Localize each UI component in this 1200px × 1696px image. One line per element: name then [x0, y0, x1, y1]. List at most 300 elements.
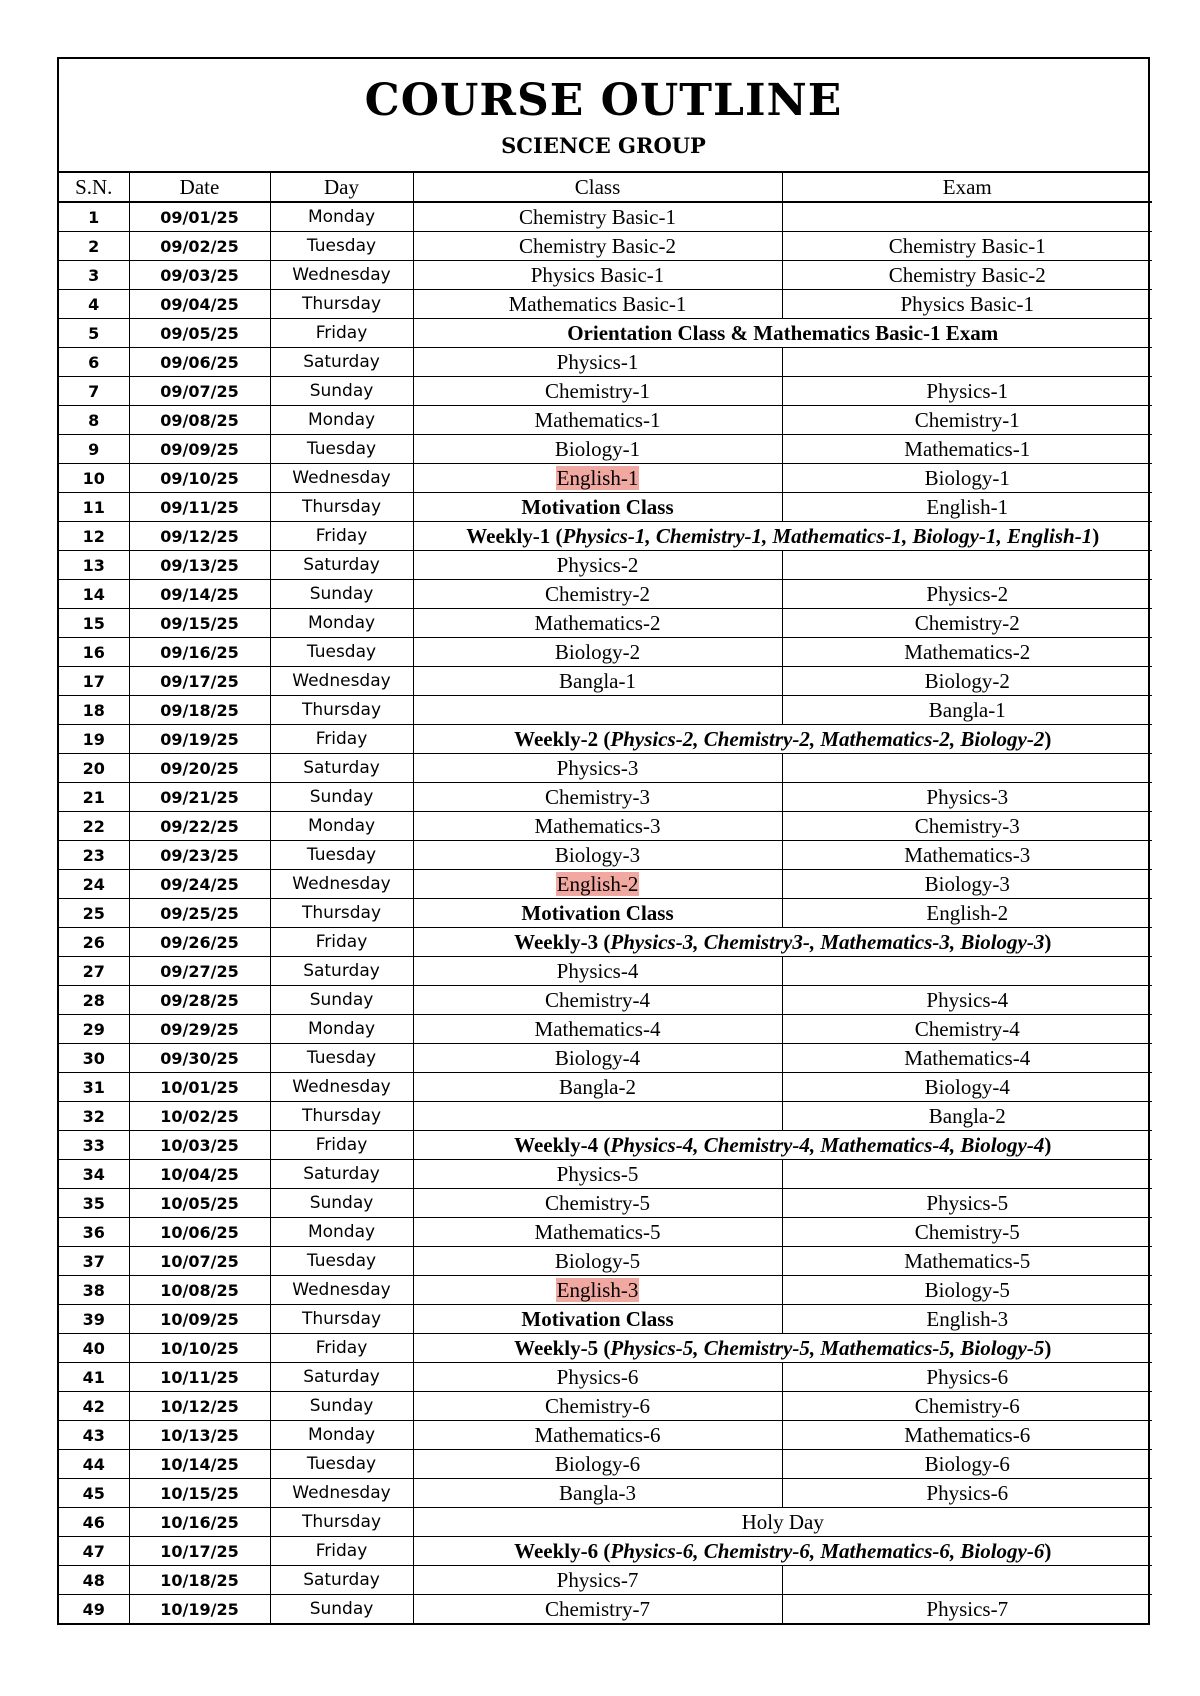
row-exam: English-1 — [782, 493, 1152, 522]
row-day: Monday — [270, 609, 413, 638]
row-day: Sunday — [270, 580, 413, 609]
weekly-label: Weekly-1 ( — [466, 523, 563, 548]
weekly-label: Weekly-2 ( — [514, 726, 611, 751]
row-merged-note: Orientation Class & Mathematics Basic-1 Exam — [413, 319, 1152, 348]
table-row — [59, 1363, 1152, 1392]
row-class: Biology-2 — [413, 638, 782, 667]
table-row — [59, 202, 1152, 232]
table-row — [59, 638, 1152, 667]
row-sn: 38 — [59, 1276, 129, 1305]
column-header-day: Day — [270, 173, 413, 202]
table-row — [59, 957, 1152, 986]
weekly-close: ) — [1044, 929, 1052, 954]
weekly-subjects: Physics-5, Chemistry-5, Mathematics-5, Biology-5 — [610, 1335, 1045, 1360]
row-day: Saturday — [270, 957, 413, 986]
table-row — [59, 232, 1152, 261]
row-date: 09/04/25 — [129, 290, 270, 319]
row-date: 10/02/25 — [129, 1102, 270, 1131]
weekly-label: Weekly-6 ( — [514, 1538, 611, 1563]
row-date: 09/05/25 — [129, 319, 270, 348]
row-sn: 34 — [59, 1160, 129, 1189]
row-exam — [782, 1566, 1152, 1595]
row-sn: 45 — [59, 1479, 129, 1508]
row-class: Chemistry-2 — [413, 580, 782, 609]
table-row — [59, 725, 1152, 754]
row-date: 10/01/25 — [129, 1073, 270, 1102]
row-day: Friday — [270, 522, 413, 551]
row-date: 09/21/25 — [129, 783, 270, 812]
table-row — [59, 1479, 1152, 1508]
table-row — [59, 667, 1152, 696]
table-row — [59, 1421, 1152, 1450]
row-date: 10/06/25 — [129, 1218, 270, 1247]
table-row — [59, 290, 1152, 319]
row-class: Physics-1 — [413, 348, 782, 377]
row-class: Mathematics-6 — [413, 1421, 782, 1450]
row-date: 09/06/25 — [129, 348, 270, 377]
row-date: 09/20/25 — [129, 754, 270, 783]
row-class: Biology-5 — [413, 1247, 782, 1276]
row-date: 09/17/25 — [129, 667, 270, 696]
row-day: Wednesday — [270, 1276, 413, 1305]
row-day: Friday — [270, 928, 413, 957]
row-class: Chemistry-5 — [413, 1189, 782, 1218]
table-row — [59, 1015, 1152, 1044]
schedule-table — [59, 173, 1152, 1623]
row-exam: Chemistry-4 — [782, 1015, 1152, 1044]
row-exam: Chemistry-6 — [782, 1392, 1152, 1421]
row-day: Friday — [270, 1537, 413, 1566]
row-class: Chemistry Basic-1 — [413, 202, 782, 232]
row-day: Saturday — [270, 1363, 413, 1392]
row-date: 10/03/25 — [129, 1131, 270, 1160]
row-exam: English-2 — [782, 899, 1152, 928]
row-sn: 16 — [59, 638, 129, 667]
row-exam: Bangla-2 — [782, 1102, 1152, 1131]
column-header-date: Date — [129, 173, 270, 202]
row-sn: 42 — [59, 1392, 129, 1421]
row-sn: 39 — [59, 1305, 129, 1334]
weekly-close: ) — [1044, 1538, 1052, 1563]
row-date: 09/14/25 — [129, 580, 270, 609]
row-day: Friday — [270, 1334, 413, 1363]
row-date: 09/24/25 — [129, 870, 270, 899]
row-sn: 27 — [59, 957, 129, 986]
row-day: Sunday — [270, 377, 413, 406]
table-row — [59, 1073, 1152, 1102]
highlighted-class: English-3 — [556, 1277, 639, 1302]
row-date: 09/28/25 — [129, 986, 270, 1015]
table-row — [59, 1160, 1152, 1189]
row-class: Biology-3 — [413, 841, 782, 870]
row-class: Mathematics-3 — [413, 812, 782, 841]
table-row — [59, 464, 1152, 493]
table-row — [59, 696, 1152, 725]
row-class — [413, 870, 782, 899]
row-merged-note — [413, 928, 1152, 957]
row-date: 10/05/25 — [129, 1189, 270, 1218]
row-exam: Physics-2 — [782, 580, 1152, 609]
row-date: 09/25/25 — [129, 899, 270, 928]
row-sn: 12 — [59, 522, 129, 551]
row-sn: 23 — [59, 841, 129, 870]
row-day: Saturday — [270, 551, 413, 580]
row-day: Friday — [270, 1131, 413, 1160]
row-class: Mathematics-5 — [413, 1218, 782, 1247]
row-day: Wednesday — [270, 464, 413, 493]
row-day: Tuesday — [270, 1247, 413, 1276]
weekly-subjects: Physics-2, Chemistry-2, Mathematics-2, Biology-2 — [610, 726, 1045, 751]
row-sn: 8 — [59, 406, 129, 435]
row-date: 10/17/25 — [129, 1537, 270, 1566]
row-exam: Mathematics-4 — [782, 1044, 1152, 1073]
row-merged-note — [413, 725, 1152, 754]
row-exam: Mathematics-1 — [782, 435, 1152, 464]
row-exam — [782, 754, 1152, 783]
row-sn: 48 — [59, 1566, 129, 1595]
row-exam: Bangla-1 — [782, 696, 1152, 725]
row-sn: 20 — [59, 754, 129, 783]
row-date: 10/09/25 — [129, 1305, 270, 1334]
row-date: 09/13/25 — [129, 551, 270, 580]
row-exam: Physics-5 — [782, 1189, 1152, 1218]
row-sn: 32 — [59, 1102, 129, 1131]
row-class: Biology-1 — [413, 435, 782, 464]
row-exam: Chemistry-1 — [782, 406, 1152, 435]
row-date: 10/13/25 — [129, 1421, 270, 1450]
row-day: Thursday — [270, 290, 413, 319]
row-sn: 21 — [59, 783, 129, 812]
row-exam: Chemistry Basic-2 — [782, 261, 1152, 290]
row-exam: Mathematics-2 — [782, 638, 1152, 667]
row-sn: 31 — [59, 1073, 129, 1102]
row-exam: English-3 — [782, 1305, 1152, 1334]
table-row — [59, 1189, 1152, 1218]
row-exam: Biology-1 — [782, 464, 1152, 493]
table-row — [59, 319, 1152, 348]
table-row — [59, 1102, 1152, 1131]
row-date: 10/18/25 — [129, 1566, 270, 1595]
row-merged-note: Holy Day — [413, 1508, 1152, 1537]
row-date: 10/04/25 — [129, 1160, 270, 1189]
table-row — [59, 1595, 1152, 1624]
row-day: Monday — [270, 1421, 413, 1450]
course-outline-sheet — [57, 57, 1150, 1625]
row-sn: 9 — [59, 435, 129, 464]
row-exam: Chemistry Basic-1 — [782, 232, 1152, 261]
column-header-class: Class — [413, 173, 782, 202]
row-sn: 30 — [59, 1044, 129, 1073]
row-day: Monday — [270, 202, 413, 232]
weekly-subjects: Physics-4, Chemistry-4, Mathematics-4, Biology-4 — [610, 1132, 1045, 1157]
row-class: Motivation Class — [413, 1305, 782, 1334]
row-sn: 47 — [59, 1537, 129, 1566]
row-day: Tuesday — [270, 1044, 413, 1073]
row-merged-note — [413, 1334, 1152, 1363]
row-date: 09/30/25 — [129, 1044, 270, 1073]
row-date: 10/10/25 — [129, 1334, 270, 1363]
table-row — [59, 1566, 1152, 1595]
row-class: Mathematics-2 — [413, 609, 782, 638]
table-row — [59, 1392, 1152, 1421]
table-row — [59, 435, 1152, 464]
row-day: Thursday — [270, 1508, 413, 1537]
row-day: Thursday — [270, 493, 413, 522]
row-sn: 25 — [59, 899, 129, 928]
row-day: Wednesday — [270, 667, 413, 696]
row-exam — [782, 1160, 1152, 1189]
row-day: Tuesday — [270, 841, 413, 870]
row-sn: 7 — [59, 377, 129, 406]
row-date: 10/07/25 — [129, 1247, 270, 1276]
row-sn: 5 — [59, 319, 129, 348]
weekly-close: ) — [1044, 726, 1052, 751]
table-row — [59, 1450, 1152, 1479]
row-date: 09/03/25 — [129, 261, 270, 290]
row-class — [413, 464, 782, 493]
row-exam: Biology-2 — [782, 667, 1152, 696]
table-row — [59, 812, 1152, 841]
row-exam: Biology-3 — [782, 870, 1152, 899]
row-merged-note — [413, 522, 1152, 551]
row-sn: 11 — [59, 493, 129, 522]
row-day: Tuesday — [270, 638, 413, 667]
table-row — [59, 986, 1152, 1015]
row-exam: Mathematics-3 — [782, 841, 1152, 870]
table-row — [59, 580, 1152, 609]
row-class: Physics-2 — [413, 551, 782, 580]
row-exam: Mathematics-5 — [782, 1247, 1152, 1276]
row-day: Wednesday — [270, 1479, 413, 1508]
row-date: 09/01/25 — [129, 202, 270, 232]
table-row — [59, 1044, 1152, 1073]
table-row — [59, 1508, 1152, 1537]
row-sn: 41 — [59, 1363, 129, 1392]
table-row — [59, 406, 1152, 435]
row-date: 10/19/25 — [129, 1595, 270, 1624]
highlighted-class: English-2 — [556, 871, 639, 896]
table-row — [59, 1305, 1152, 1334]
row-class: Biology-4 — [413, 1044, 782, 1073]
row-day: Tuesday — [270, 232, 413, 261]
row-exam — [782, 202, 1152, 232]
row-class: Chemistry-1 — [413, 377, 782, 406]
row-class — [413, 1276, 782, 1305]
column-header-sn: S.N. — [59, 173, 129, 202]
row-date: 09/23/25 — [129, 841, 270, 870]
row-date: 10/16/25 — [129, 1508, 270, 1537]
table-row — [59, 522, 1152, 551]
weekly-label: Weekly-5 ( — [514, 1335, 611, 1360]
row-class: Motivation Class — [413, 493, 782, 522]
row-sn: 17 — [59, 667, 129, 696]
row-day: Sunday — [270, 986, 413, 1015]
row-sn: 44 — [59, 1450, 129, 1479]
row-class: Physics-6 — [413, 1363, 782, 1392]
header-row — [59, 173, 1152, 202]
row-class: Physics-5 — [413, 1160, 782, 1189]
row-sn: 3 — [59, 261, 129, 290]
row-class: Chemistry Basic-2 — [413, 232, 782, 261]
row-date: 10/12/25 — [129, 1392, 270, 1421]
row-exam: Physics-3 — [782, 783, 1152, 812]
row-class: Chemistry-7 — [413, 1595, 782, 1624]
weekly-subjects: Physics-1, Chemistry-1, Mathematics-1, Biology-1, English-1 — [562, 523, 1093, 548]
row-date: 09/07/25 — [129, 377, 270, 406]
weekly-subjects: Physics-6, Chemistry-6, Mathematics-6, Biology-6 — [610, 1538, 1045, 1563]
column-header-exam: Exam — [782, 173, 1152, 202]
row-day: Saturday — [270, 348, 413, 377]
row-date: 09/15/25 — [129, 609, 270, 638]
row-day: Friday — [270, 725, 413, 754]
row-merged-note — [413, 1537, 1152, 1566]
row-sn: 15 — [59, 609, 129, 638]
table-row — [59, 261, 1152, 290]
weekly-close: ) — [1044, 1335, 1052, 1360]
row-sn: 22 — [59, 812, 129, 841]
row-exam: Physics-7 — [782, 1595, 1152, 1624]
row-date: 09/22/25 — [129, 812, 270, 841]
row-class: Physics-3 — [413, 754, 782, 783]
row-day: Sunday — [270, 1595, 413, 1624]
row-day: Monday — [270, 1218, 413, 1247]
row-date: 09/16/25 — [129, 638, 270, 667]
row-date: 10/14/25 — [129, 1450, 270, 1479]
row-sn: 24 — [59, 870, 129, 899]
row-exam: Mathematics-6 — [782, 1421, 1152, 1450]
row-sn: 4 — [59, 290, 129, 319]
row-day: Sunday — [270, 1392, 413, 1421]
row-date: 10/11/25 — [129, 1363, 270, 1392]
weekly-label: Weekly-4 ( — [514, 1132, 611, 1157]
row-day: Wednesday — [270, 261, 413, 290]
row-sn: 49 — [59, 1595, 129, 1624]
table-row — [59, 870, 1152, 899]
row-date: 09/11/25 — [129, 493, 270, 522]
page-title: COURSE OUTLINE — [364, 75, 843, 126]
weekly-subjects: Physics-3, Chemistry3-, Mathematics-3, Biology-3 — [610, 929, 1045, 954]
row-exam: Physics-6 — [782, 1363, 1152, 1392]
row-day: Wednesday — [270, 870, 413, 899]
row-exam: Chemistry-3 — [782, 812, 1152, 841]
row-exam: Chemistry-5 — [782, 1218, 1152, 1247]
row-sn: 29 — [59, 1015, 129, 1044]
row-sn: 26 — [59, 928, 129, 957]
row-sn: 40 — [59, 1334, 129, 1363]
weekly-label: Weekly-3 ( — [514, 929, 611, 954]
row-exam: Biology-5 — [782, 1276, 1152, 1305]
row-sn: 14 — [59, 580, 129, 609]
row-exam: Biology-6 — [782, 1450, 1152, 1479]
row-merged-note — [413, 1131, 1152, 1160]
row-day: Thursday — [270, 696, 413, 725]
row-sn: 2 — [59, 232, 129, 261]
row-sn: 6 — [59, 348, 129, 377]
row-exam: Physics Basic-1 — [782, 290, 1152, 319]
row-date: 09/09/25 — [129, 435, 270, 464]
row-date: 09/27/25 — [129, 957, 270, 986]
table-row — [59, 1276, 1152, 1305]
row-class: Chemistry-3 — [413, 783, 782, 812]
weekly-close: ) — [1092, 523, 1100, 548]
row-sn: 35 — [59, 1189, 129, 1218]
row-class: Mathematics-1 — [413, 406, 782, 435]
row-date: 09/26/25 — [129, 928, 270, 957]
table-row — [59, 493, 1152, 522]
row-class: Physics Basic-1 — [413, 261, 782, 290]
row-day: Tuesday — [270, 435, 413, 464]
row-date: 09/18/25 — [129, 696, 270, 725]
row-class: Physics-7 — [413, 1566, 782, 1595]
row-date: 09/12/25 — [129, 522, 270, 551]
row-sn: 46 — [59, 1508, 129, 1537]
row-class: Bangla-3 — [413, 1479, 782, 1508]
row-date: 09/10/25 — [129, 464, 270, 493]
row-class: Biology-6 — [413, 1450, 782, 1479]
row-sn: 10 — [59, 464, 129, 493]
row-date: 10/08/25 — [129, 1276, 270, 1305]
table-row — [59, 1131, 1152, 1160]
row-date: 09/02/25 — [129, 232, 270, 261]
row-date: 10/15/25 — [129, 1479, 270, 1508]
table-row — [59, 1247, 1152, 1276]
table-row — [59, 551, 1152, 580]
page-subtitle: SCIENCE GROUP — [501, 133, 706, 158]
row-date: 09/29/25 — [129, 1015, 270, 1044]
row-day: Saturday — [270, 1160, 413, 1189]
row-exam: Chemistry-2 — [782, 609, 1152, 638]
table-row — [59, 1537, 1152, 1566]
weekly-close: ) — [1044, 1132, 1052, 1157]
schedule-body — [59, 202, 1152, 1623]
table-row — [59, 1218, 1152, 1247]
row-day: Sunday — [270, 783, 413, 812]
row-exam — [782, 551, 1152, 580]
row-day: Friday — [270, 319, 413, 348]
row-class: Bangla-1 — [413, 667, 782, 696]
row-day: Sunday — [270, 1189, 413, 1218]
table-row — [59, 783, 1152, 812]
row-class: Motivation Class — [413, 899, 782, 928]
row-sn: 28 — [59, 986, 129, 1015]
row-day: Monday — [270, 1015, 413, 1044]
table-row — [59, 377, 1152, 406]
row-day: Saturday — [270, 754, 413, 783]
row-sn: 1 — [59, 202, 129, 232]
row-day: Monday — [270, 406, 413, 435]
row-class: Bangla-2 — [413, 1073, 782, 1102]
row-date: 09/19/25 — [129, 725, 270, 754]
row-class: Mathematics-4 — [413, 1015, 782, 1044]
row-class — [413, 1102, 782, 1131]
row-exam — [782, 957, 1152, 986]
row-sn: 13 — [59, 551, 129, 580]
row-class: Chemistry-4 — [413, 986, 782, 1015]
table-row — [59, 899, 1152, 928]
table-row — [59, 1334, 1152, 1363]
table-row — [59, 609, 1152, 638]
row-day: Thursday — [270, 899, 413, 928]
row-sn: 36 — [59, 1218, 129, 1247]
table-row — [59, 928, 1152, 957]
row-class — [413, 696, 782, 725]
table-row — [59, 841, 1152, 870]
row-date: 09/08/25 — [129, 406, 270, 435]
title-block — [59, 59, 1148, 173]
row-exam: Biology-4 — [782, 1073, 1152, 1102]
row-day: Tuesday — [270, 1450, 413, 1479]
table-row — [59, 348, 1152, 377]
